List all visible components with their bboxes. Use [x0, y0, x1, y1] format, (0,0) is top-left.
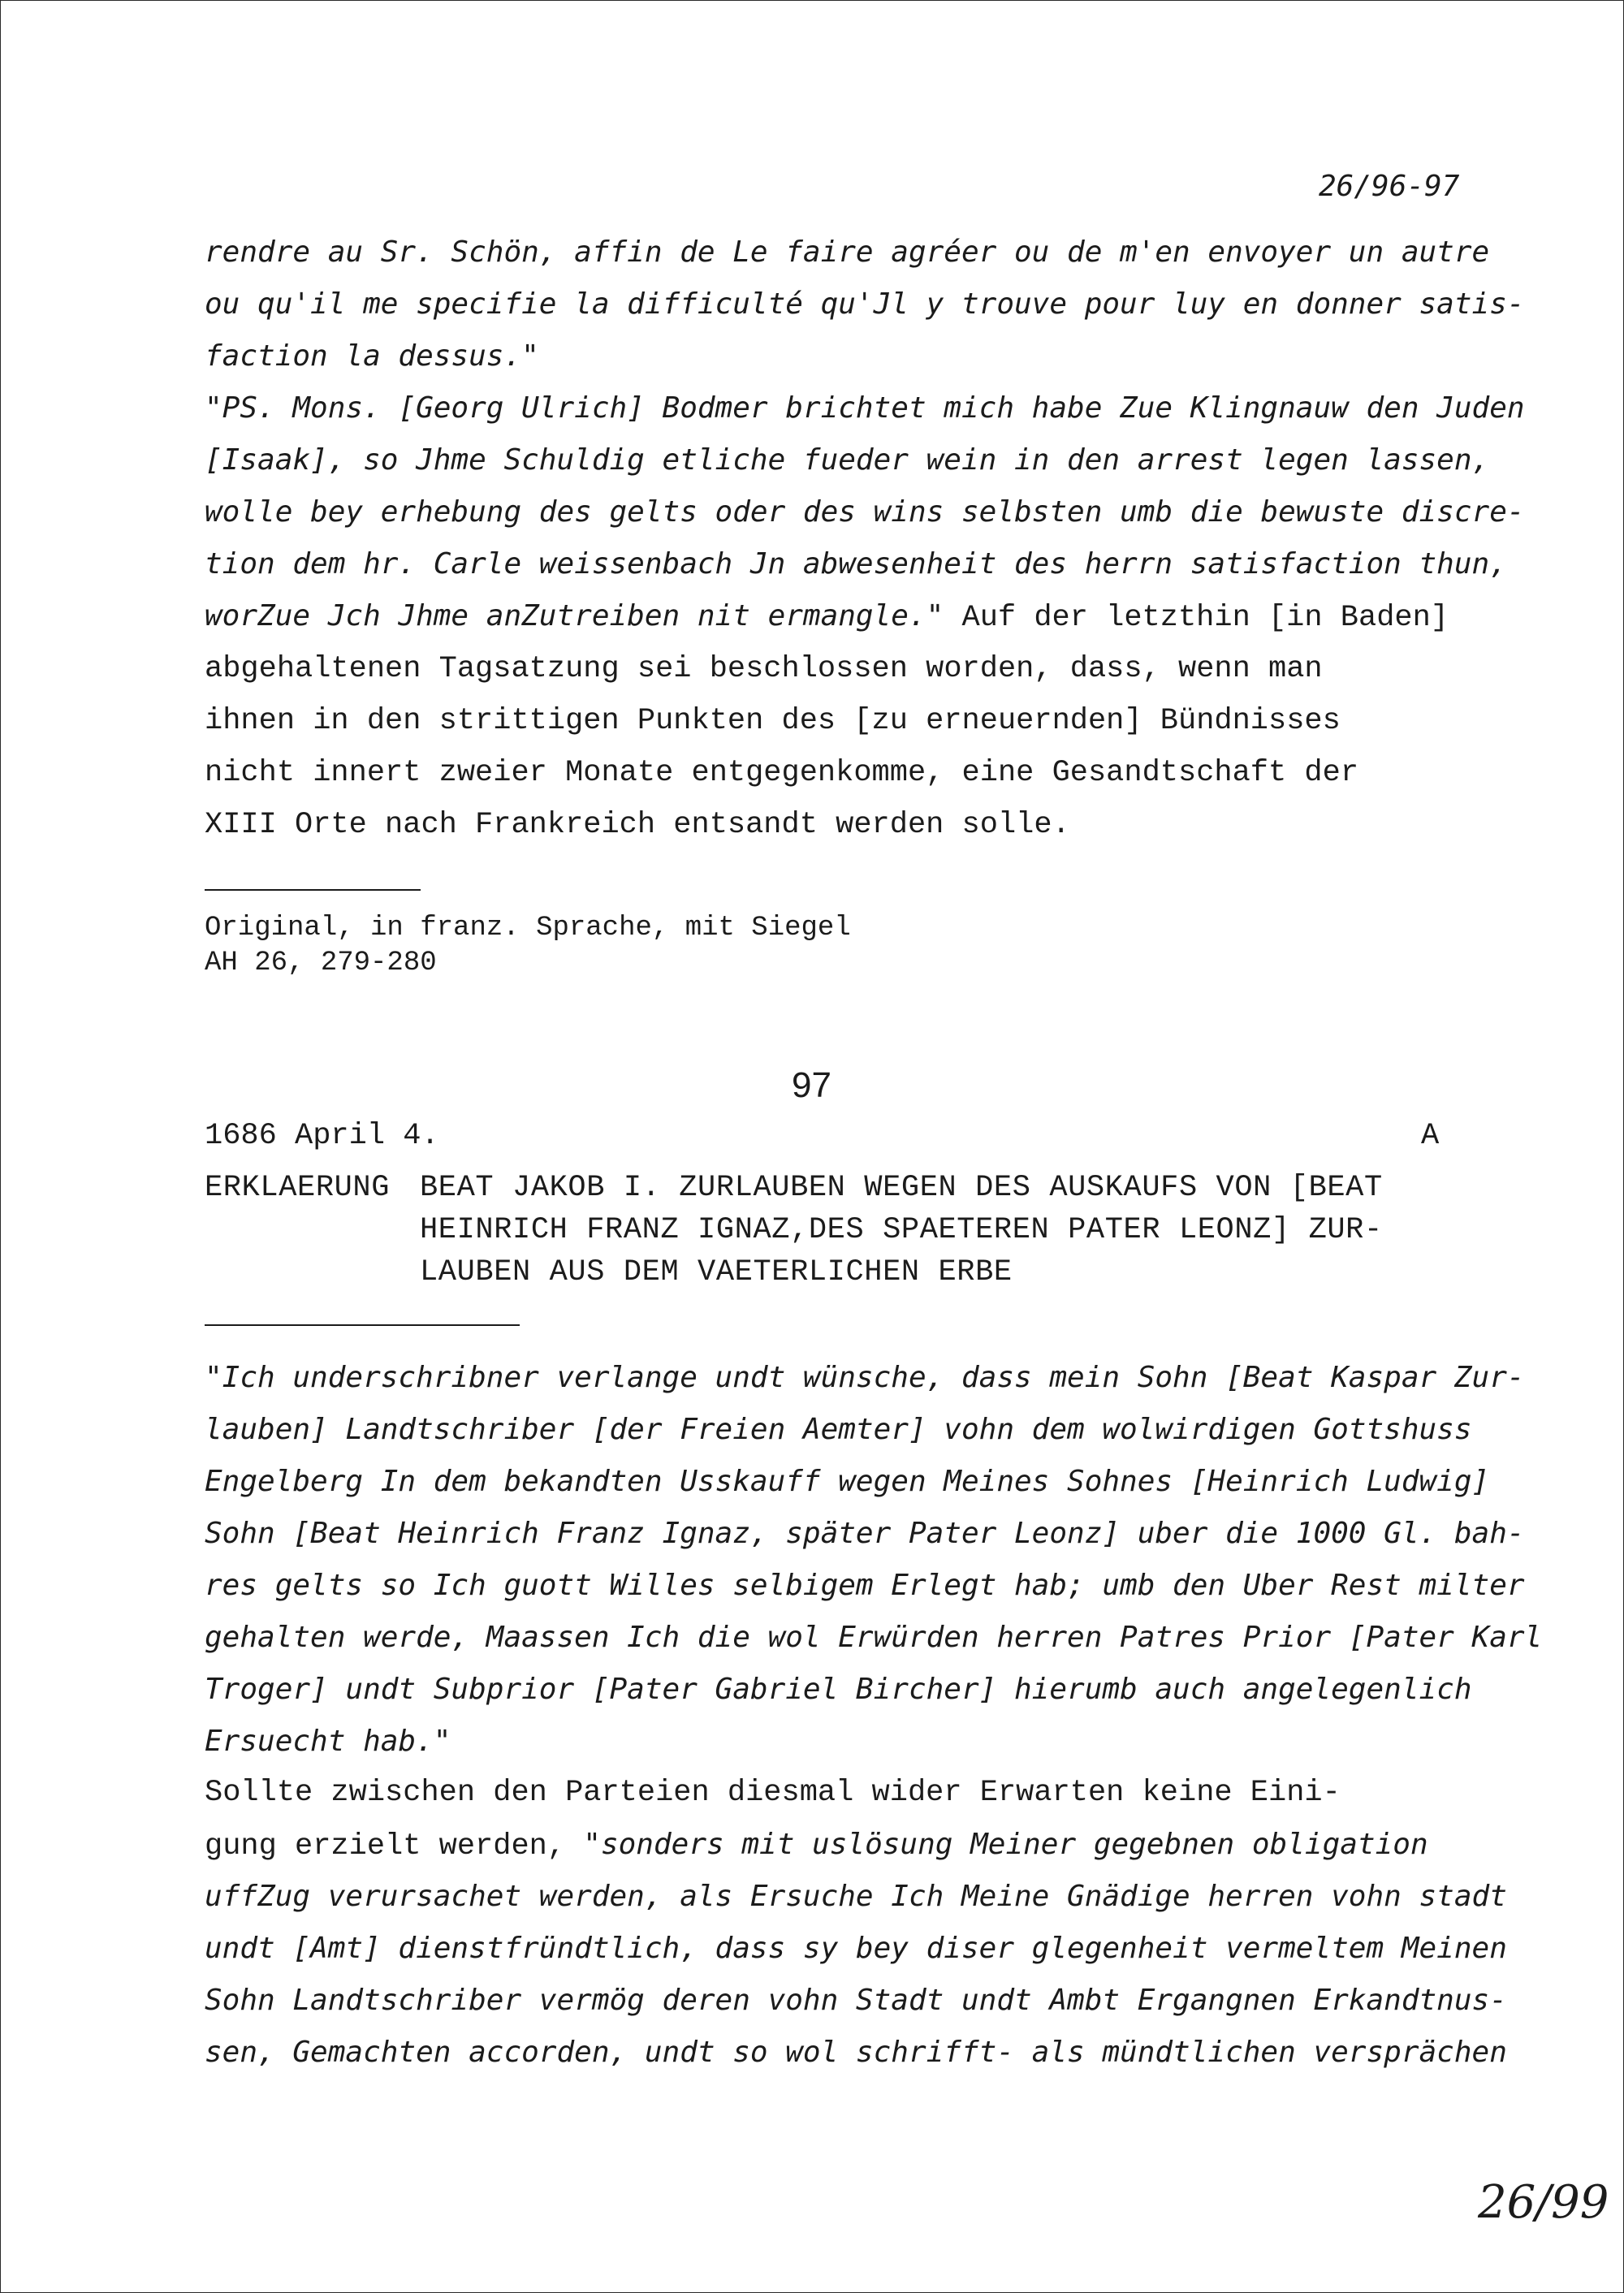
text-line: ou qu'il me specifie la difficulté qu'Jl y trouve pour luy en donner satis-: [205, 287, 1525, 321]
text-line: Troger] undt Subprior [Pater Gabriel Bircher] hierumb auch angelegenlich: [205, 1673, 1472, 1706]
text-line: abgehaltenen Tagsatzung sei beschlossen worden, dass, wenn man: [205, 652, 1323, 686]
text-line: "Ich underschribner verlange undt wünsche, dass mein Sohn [Beat Kaspar Zur-: [205, 1361, 1525, 1394]
text-line: Sollte zwischen den Parteien diesmal wider Erwarten keine Eini-: [205, 1776, 1341, 1810]
roman-segment: gung erzielt werden,: [205, 1829, 584, 1863]
text-line: nicht innert zweier Monate entgegenkomme, eine Gesandtschaft der: [205, 756, 1359, 790]
title-line: BEAT JAKOB I. ZURLAUBEN WEGEN DES AUSKAUFS VON [BEAT: [420, 1171, 1383, 1205]
text-line: tion dem hr. Carle weissenbach Jn abwesenheit des herrn satisfaction thun,: [205, 547, 1507, 581]
text-line: gehalten werde, Maassen Ich die wol Erwürden herren Patres Prior [Pater Karl: [205, 1621, 1543, 1654]
text-line: rendre au Sr. Schön, affin de Le faire agréer ou de m'en envoyer un autre: [205, 235, 1490, 269]
text-line: Sohn [Beat Heinrich Franz Ignaz, später Pater Leonz] uber die 1000 Gl. bah-: [205, 1517, 1525, 1550]
text-line: faction la dessus.": [205, 339, 539, 373]
text-line: XIII Orte nach Frankreich entsandt werden solle.: [205, 808, 1070, 842]
page-reference: 26/96-97: [1319, 170, 1460, 203]
text-line: Engelberg In dem bekandten Usskauff wegen Meines Sohnes [Heinrich Ludwig]: [205, 1465, 1490, 1498]
text-line: lauben] Landtschriber [der Freien Aemter] vohn dem wolwirdigen Gottshuss: [205, 1413, 1472, 1446]
handwritten-page-number: 26/99: [1478, 2176, 1609, 2229]
italic-segment: worZue Jch Jhme anZutreiben nit ermangle.": [205, 599, 944, 633]
source-note: Original, in franz. Sprache, mit Siegel: [205, 913, 851, 944]
text-line: Ersuecht hab.": [205, 1725, 451, 1758]
text-line-mixed: [205, 1830, 1455, 1862]
separator-rule: [205, 1324, 520, 1326]
text-line: wolle bey erhebung des gelts oder des wins selbsten umb die bewuste discre-: [205, 495, 1525, 529]
text-line: ihnen in den strittigen Punkten des [zu erneuernden] Bündnisses: [205, 704, 1341, 738]
document-type: A: [1421, 1119, 1440, 1153]
text-line: res gelts so Ich guott Willes selbigem Erlegt hab; umb den Uber Rest milter: [205, 1569, 1525, 1602]
title-label: ERKLAERUNG: [205, 1171, 391, 1205]
document-date: 1686 April 4.: [205, 1119, 439, 1153]
text-line: undt [Amt] dienstfründtlich, dass sy bey diser glegenheit vermeltem Meinen: [205, 1932, 1507, 1965]
text-line: sen, Gemachten accorden, undt so wol schrifft- als mündtlichen versprächen: [205, 2036, 1507, 2069]
document-number: 97: [792, 1065, 831, 1105]
text-line-mixed: [205, 599, 1455, 635]
archive-reference: AH 26, 279-280: [205, 948, 437, 978]
text-line: uffZug verursachet werden, als Ersuche Ich Meine Gnädige herren vohn stadt: [205, 1880, 1507, 1913]
title-line: HEINRICH FRANZ IGNAZ,DES SPAETEREN PATER LEONZ] ZUR-: [420, 1213, 1383, 1247]
text-line: [Isaak], so Jhme Schuldig etliche fueder wein in den arrest legen lassen,: [205, 443, 1490, 477]
title-line: LAUBEN AUS DEM VAETERLICHEN ERBE: [420, 1255, 1013, 1289]
italic-segment: "sonders mit uslösung Meiner gegebnen obligation: [583, 1828, 1428, 1861]
separator-rule: [205, 889, 421, 891]
text-line: "PS. Mons. [Georg Ulrich] Bodmer brichtet mich habe Zue Klingnauw den Juden: [205, 391, 1525, 425]
text-line: Sohn Landtschriber vermög deren vohn Stadt undt Ambt Ergangnen Erkandtnus-: [205, 1984, 1507, 2017]
roman-segment: Auf der letzthin [in Baden]: [944, 601, 1449, 635]
